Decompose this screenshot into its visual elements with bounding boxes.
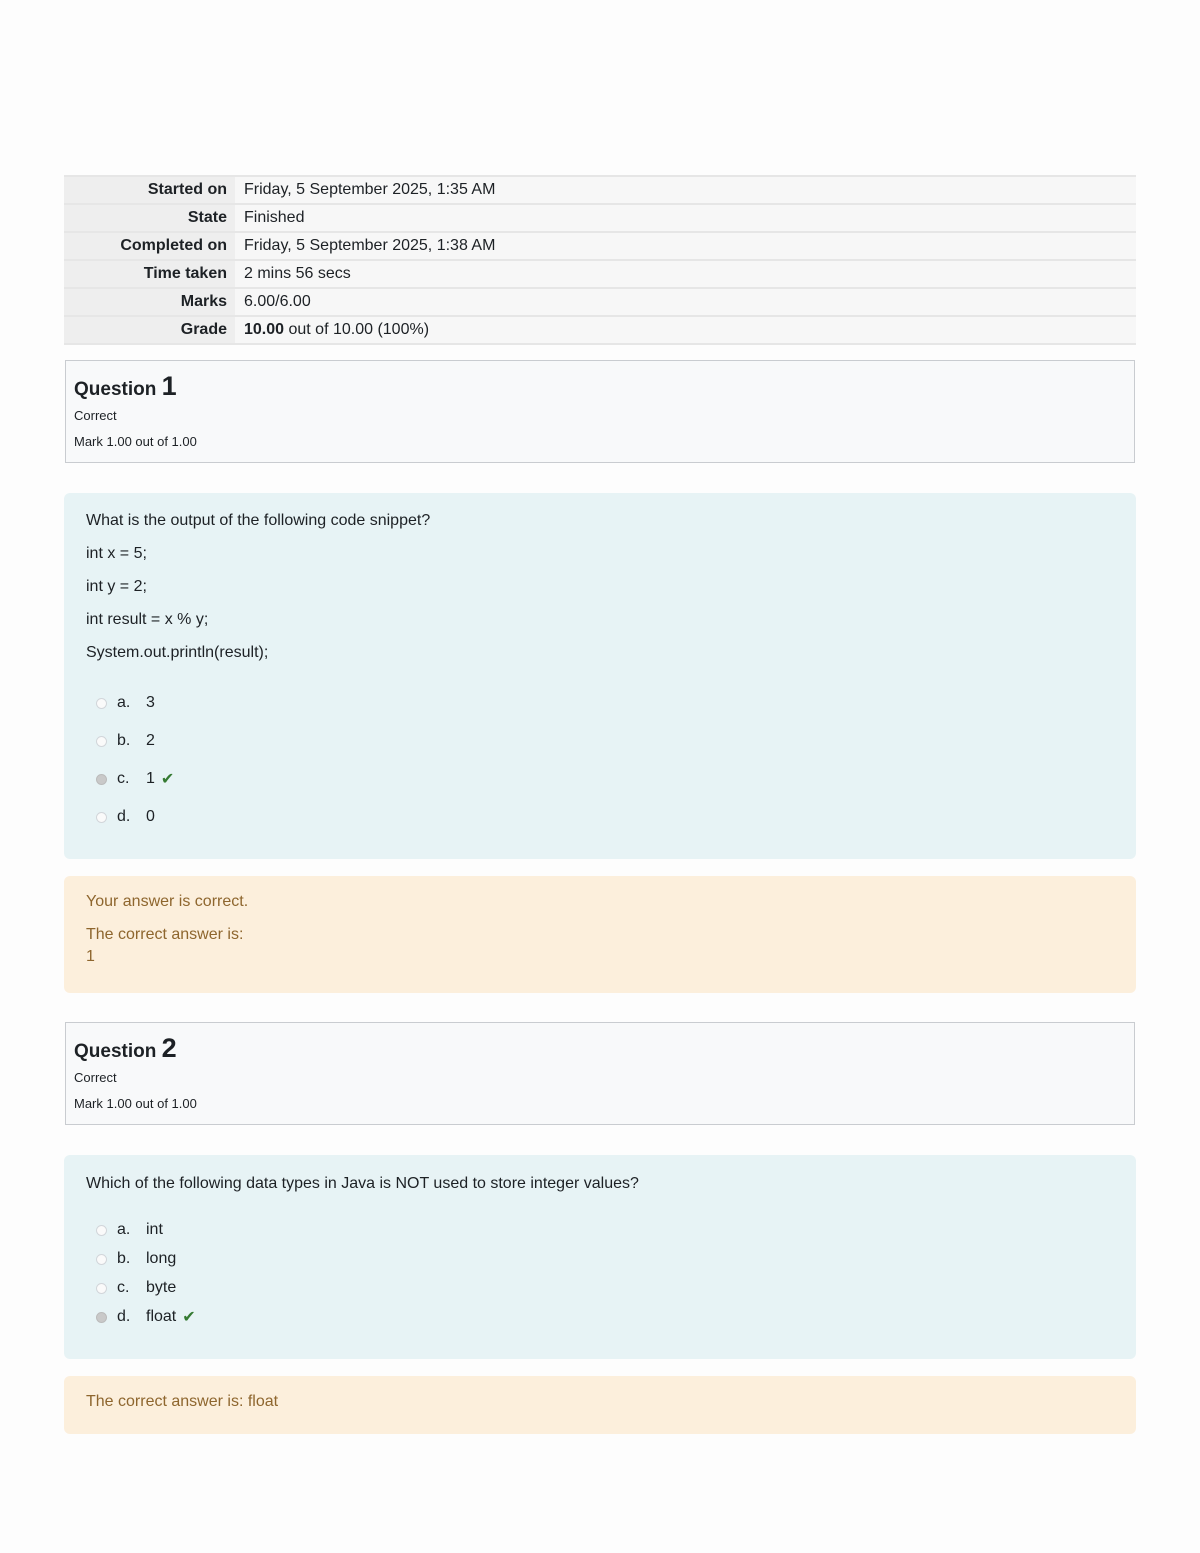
- question-info: [65, 1022, 1135, 1125]
- check-icon: ✔: [160, 771, 175, 788]
- summary-value: 2 mins 56 secs: [235, 260, 1136, 288]
- radio-button[interactable]: [96, 1254, 107, 1265]
- question-state: Correct: [74, 408, 117, 423]
- summary-label: Started on: [64, 176, 235, 204]
- answer-text: 1: [146, 770, 155, 787]
- question-text: [86, 511, 1114, 662]
- summary-value: 6.00/6.00: [235, 288, 1136, 316]
- answer-option[interactable]: [86, 1219, 1114, 1241]
- question-feedback: [64, 876, 1136, 993]
- summary-label: Time taken: [64, 260, 235, 288]
- question-grade: Mark 1.00 out of 1.00: [74, 434, 197, 449]
- question-text-line: int y = 2;: [86, 578, 147, 595]
- radio-button[interactable]: [96, 1225, 107, 1236]
- summary-row-completed: [64, 232, 1136, 260]
- question-text-line: What is the output of the following code snippet?: [86, 512, 431, 529]
- question-text: [86, 1174, 1114, 1193]
- answer-option-selected[interactable]: [86, 768, 1114, 790]
- answer-options: [86, 692, 1114, 828]
- radio-button[interactable]: [96, 736, 107, 747]
- summary-row-started: [64, 176, 1136, 204]
- answer-letter: b.: [117, 732, 131, 749]
- summary-row-state: [64, 204, 1136, 232]
- question-info: [65, 360, 1135, 463]
- question-text-line: int result = x % y;: [86, 611, 209, 628]
- correct-answer-value: 1: [86, 948, 95, 965]
- answer-option[interactable]: [86, 730, 1114, 752]
- answer-options: [86, 1219, 1114, 1328]
- summary-row-time-taken: [64, 260, 1136, 288]
- summary-label: Grade: [64, 316, 235, 344]
- radio-button-selected[interactable]: [96, 1312, 107, 1323]
- answer-text: int: [146, 1221, 163, 1238]
- answer-option[interactable]: [86, 1248, 1114, 1270]
- answer-text: 2: [146, 732, 155, 749]
- answer-option[interactable]: [86, 1277, 1114, 1299]
- radio-button[interactable]: [96, 812, 107, 823]
- answer-text: 0: [146, 808, 155, 825]
- summary-value: Finished: [235, 204, 1136, 232]
- answer-letter: b.: [117, 1250, 131, 1267]
- summary-value: [235, 316, 1136, 344]
- question-title: Question 1: [74, 371, 177, 401]
- correct-answer: The correct answer is: float: [86, 1393, 279, 1410]
- general-feedback: Your answer is correct.: [86, 893, 249, 910]
- summary-value: Friday, 5 September 2025, 1:35 AM: [235, 176, 1136, 204]
- attempt-summary-table: [64, 175, 1136, 345]
- grade-value: 10.00: [244, 321, 285, 338]
- summary-label: Marks: [64, 288, 235, 316]
- answer-text: 3: [146, 694, 155, 711]
- summary-row-marks: [64, 288, 1136, 316]
- summary-row-grade: [64, 316, 1136, 344]
- answer-letter: a.: [117, 694, 131, 711]
- radio-button-selected[interactable]: [96, 774, 107, 785]
- answer-letter: d.: [117, 808, 131, 825]
- summary-label: State: [64, 204, 235, 232]
- answer-text: float: [146, 1308, 177, 1325]
- question-number: 2: [161, 1033, 177, 1063]
- answer-text: byte: [146, 1279, 177, 1296]
- check-icon: ✔: [182, 1309, 196, 1326]
- question-text-line: System.out.println(result);: [86, 644, 269, 661]
- question-formulation: [64, 493, 1136, 859]
- question-feedback: [64, 1376, 1136, 1434]
- answer-option-selected[interactable]: [86, 1306, 1114, 1328]
- summary-label: Completed on: [64, 232, 235, 260]
- answer-letter: d.: [117, 1308, 131, 1325]
- answer-letter: c.: [117, 1279, 130, 1296]
- question-formulation: [64, 1155, 1136, 1359]
- question-text-line: Which of the following data types in Java is NOT used to store integer values?: [86, 1175, 639, 1192]
- answer-letter: c.: [117, 770, 130, 787]
- grade-out-of: out of 10.00 (100%): [284, 321, 430, 338]
- answer-option[interactable]: [86, 806, 1114, 828]
- radio-button[interactable]: [96, 1283, 107, 1294]
- answer-text: long: [146, 1250, 177, 1267]
- correct-answer-label: The correct answer is:: [86, 926, 244, 943]
- answer-letter: a.: [117, 1221, 131, 1238]
- question-state: Correct: [74, 1070, 117, 1085]
- question-text-line: int x = 5;: [86, 545, 147, 562]
- question-grade: Mark 1.00 out of 1.00: [74, 1096, 197, 1111]
- summary-value: Friday, 5 September 2025, 1:38 AM: [235, 232, 1136, 260]
- question-title: Question 2: [74, 1033, 177, 1063]
- question-number: 1: [161, 371, 177, 401]
- radio-button[interactable]: [96, 698, 107, 709]
- answer-option[interactable]: [86, 692, 1114, 714]
